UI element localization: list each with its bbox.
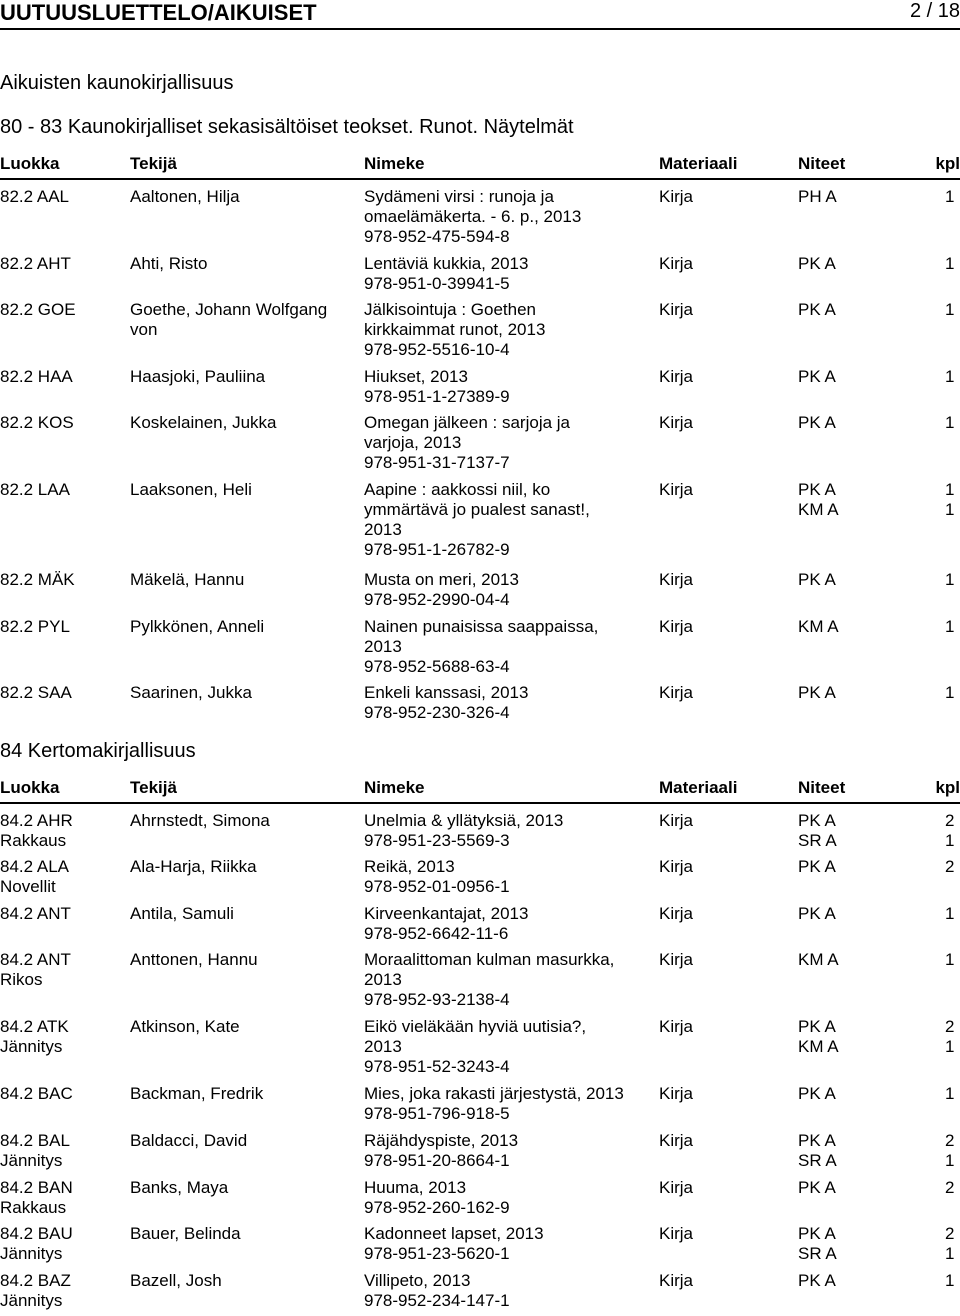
row-classification: [0, 617, 125, 637]
isbn: 978-952-93-2138-4: [364, 990, 510, 1009]
copy-count: 1: [945, 617, 955, 636]
section-title: Aikuisten kaunokirjallisuus: [0, 72, 234, 94]
isbn: 978-952-475-594-8: [364, 227, 510, 246]
row-title: [364, 187, 649, 247]
row-classification: [0, 1131, 125, 1171]
isbn: 978-952-234-147-1: [364, 1291, 510, 1310]
copy-count: 2: [945, 857, 955, 876]
title-line: Jälkisointuja : Goethen: [364, 300, 536, 319]
row-copies-location: [798, 904, 836, 924]
row-copies-count: [945, 1271, 954, 1291]
isbn: 978-952-5516-10-4: [364, 340, 510, 359]
column-header-nimeke: Nimeke: [364, 154, 425, 173]
isbn: 978-952-260-162-9: [364, 1198, 510, 1217]
author-name-line: Anttonen, Hannu: [130, 950, 258, 969]
row-author: [130, 857, 355, 877]
row-author: [130, 950, 355, 970]
column-header-luokka: Luokka: [0, 154, 60, 173]
page-number: 2 / 18: [909, 0, 960, 22]
subsection-title: 84 Kertomakirjallisuus: [0, 740, 196, 762]
copy-count: 2: [945, 1131, 955, 1150]
genre-label: Rakkaus: [0, 1198, 67, 1217]
copy-count: 1: [945, 367, 955, 386]
author-name-line: Antila, Samuli: [130, 904, 234, 923]
copy-location: PK A: [798, 413, 836, 432]
copy-count: 2: [945, 811, 955, 830]
isbn: 978-951-20-8664-1: [364, 1151, 510, 1170]
row-copies-count: [945, 811, 954, 851]
title-line: Enkeli kanssasi, 2013: [364, 683, 529, 702]
classification-code: 84.2 BAN: [0, 1178, 73, 1197]
title-line: Musta on meri, 2013: [364, 570, 519, 589]
row-title: [364, 1224, 649, 1264]
row-author: [130, 1224, 355, 1244]
copy-location: PK A: [798, 570, 836, 589]
row-material: Kirja: [659, 1084, 694, 1103]
title-line: Mies, joka rakasti järjestystä, 2013: [364, 1084, 624, 1103]
row-author: [130, 617, 355, 637]
row-title: [364, 857, 649, 897]
row-author: [130, 187, 355, 207]
classification-code: 82.2 PYL: [0, 617, 70, 636]
row-copies-count: [945, 413, 954, 433]
genre-label: Jännitys: [0, 1291, 63, 1310]
row-classification: [0, 950, 125, 990]
row-classification: [0, 480, 125, 500]
row-copies-location: [798, 857, 836, 877]
row-copies-location: [798, 1178, 836, 1198]
copy-count: 2: [945, 1224, 955, 1243]
copy-count: 1: [945, 1037, 955, 1056]
copy-location: KM A: [798, 950, 839, 969]
row-classification: [0, 811, 125, 851]
title-line: 2013: [364, 520, 402, 539]
copy-count: 1: [945, 500, 955, 519]
copy-count: 2: [945, 1017, 955, 1036]
row-author: [130, 413, 355, 433]
row-classification: [0, 683, 125, 703]
copy-location: KM A: [798, 617, 839, 636]
copy-count: 1: [945, 570, 955, 589]
author-name-line: Atkinson, Kate: [130, 1017, 240, 1036]
title-line: kirkkaimmat runot, 2013: [364, 320, 546, 339]
row-material: Kirja: [659, 857, 694, 876]
row-title: [364, 570, 649, 610]
column-header-niteet: Niteet: [798, 154, 846, 173]
row-copies-count: [945, 1084, 954, 1104]
row-material: Kirja: [659, 1017, 694, 1036]
row-title: [364, 367, 649, 407]
row-classification: [0, 254, 125, 274]
author-name-line: Ahrnstedt, Simona: [130, 811, 270, 830]
row-material: Kirja: [659, 1178, 694, 1197]
row-copies-location: [798, 367, 836, 387]
title-line: Aapine : aakkossi niil, ko: [364, 480, 551, 499]
row-classification: [0, 413, 125, 433]
column-header-niteet: Niteet: [798, 778, 846, 797]
page-header-title: UUTUUSLUETTELO/AIKUISET: [0, 0, 317, 25]
subsection-title: 80 - 83 Kaunokirjalliset sekasisältöiset teokset. Runot. Näytelmät: [0, 116, 574, 138]
row-copies-count: [945, 1178, 954, 1198]
title-line: Nainen punaisissa saappaissa,: [364, 617, 599, 636]
title-line: Räjähdyspiste, 2013: [364, 1131, 519, 1150]
classification-code: 82.2 MÄK: [0, 570, 75, 589]
isbn: 978-951-31-7137-7: [364, 453, 510, 472]
row-classification: [0, 1084, 125, 1104]
row-material: Kirja: [659, 480, 694, 499]
row-material: Kirja: [659, 1131, 694, 1150]
row-classification: [0, 1017, 125, 1057]
row-copies-location: [798, 617, 839, 637]
copy-count: 1: [945, 300, 955, 319]
row-copies-count: [945, 683, 954, 703]
row-copies-count: [945, 254, 954, 274]
row-title: [364, 413, 649, 473]
copy-location: PK A: [798, 1178, 836, 1197]
genre-label: Jännitys: [0, 1244, 63, 1263]
row-copies-count: [945, 904, 954, 924]
row-author: [130, 811, 355, 831]
author-name-line: Ahti, Risto: [130, 254, 208, 273]
row-copies-count: [945, 950, 954, 970]
column-header-nimeke: Nimeke: [364, 778, 425, 797]
classification-code: 82.2 SAA: [0, 683, 72, 702]
isbn: 978-952-5688-63-4: [364, 657, 510, 676]
classification-code: 84.2 AHR: [0, 811, 73, 830]
column-header-row: [0, 154, 960, 176]
row-title: [364, 480, 649, 560]
copy-count: 1: [945, 1271, 955, 1290]
row-author: [130, 254, 355, 274]
isbn: 978-951-796-918-5: [364, 1104, 510, 1123]
copy-location: PK A: [798, 254, 836, 273]
row-material: Kirja: [659, 254, 694, 273]
row-material: Kirja: [659, 904, 694, 923]
column-header-divider: [0, 178, 960, 180]
row-copies-location: [798, 683, 836, 703]
copy-count: 1: [945, 950, 955, 969]
row-copies-location: [798, 254, 836, 274]
row-title: [364, 1178, 649, 1218]
row-copies-location: [798, 1224, 837, 1264]
column-header-luokka: Luokka: [0, 778, 60, 797]
row-author: [130, 904, 355, 924]
classification-code: 84.2 ALA: [0, 857, 70, 876]
copy-location: PK A: [798, 480, 836, 499]
row-material: Kirja: [659, 367, 694, 386]
row-author: [130, 1178, 355, 1198]
classification-code: 82.2 AAL: [0, 187, 70, 206]
copy-location: PK A: [798, 1084, 836, 1103]
copy-location: PK A: [798, 1271, 836, 1290]
copy-location: KM A: [798, 1037, 839, 1056]
isbn: 978-951-1-27389-9: [364, 387, 510, 406]
copy-count: 1: [945, 1084, 955, 1103]
author-name-line: Ala-Harja, Riikka: [130, 857, 257, 876]
copy-location: PK A: [798, 1131, 836, 1150]
row-classification: [0, 904, 125, 924]
title-line: Moraalittoman kulman masurkka,: [364, 950, 615, 969]
row-copies-location: [798, 1084, 836, 1104]
title-line: Kirveenkantajat, 2013: [364, 904, 529, 923]
author-name-line: Bauer, Belinda: [130, 1224, 241, 1243]
copy-location: PK A: [798, 683, 836, 702]
header-divider: [0, 28, 960, 30]
author-name-line: Mäkelä, Hannu: [130, 570, 245, 589]
row-title: [364, 300, 649, 360]
row-classification: [0, 300, 125, 320]
author-name-line: Laaksonen, Heli: [130, 480, 252, 499]
row-material: Kirja: [659, 811, 694, 830]
title-line: Eikö vieläkään hyviä uutisia?,: [364, 1017, 587, 1036]
row-author: [130, 367, 355, 387]
row-copies-location: [798, 480, 839, 520]
classification-code: 82.2 KOS: [0, 413, 74, 432]
row-title: [364, 1084, 649, 1124]
copy-count: 1: [945, 683, 955, 702]
row-copies-count: [945, 570, 954, 590]
column-header-kpl: kpl: [935, 778, 960, 797]
row-author: [130, 570, 355, 590]
title-line: 2013: [364, 1037, 402, 1056]
classification-code: 84.2 BAL: [0, 1131, 70, 1150]
row-copies-location: [798, 811, 837, 851]
row-copies-location: [798, 300, 836, 320]
author-name-line: Goethe, Johann Wolfgang: [130, 300, 328, 319]
row-title: [364, 1271, 649, 1311]
row-material: Kirja: [659, 300, 694, 319]
isbn: 978-951-0-39941-5: [364, 274, 510, 293]
row-classification: [0, 570, 125, 590]
copy-location: SR A: [798, 831, 837, 850]
author-name-line: Banks, Maya: [130, 1178, 229, 1197]
classification-code: 84.2 BAU: [0, 1224, 73, 1243]
classification-code: 82.2 LAA: [0, 480, 70, 499]
row-copies-count: [945, 857, 954, 877]
classification-code: 82.2 GOE: [0, 300, 76, 319]
title-line: 2013: [364, 637, 402, 656]
copy-location: PK A: [798, 857, 836, 876]
isbn: 978-952-6642-11-6: [364, 924, 509, 943]
row-author: [130, 480, 355, 500]
isbn: 978-952-230-326-4: [364, 703, 510, 722]
row-copies-location: [798, 413, 836, 433]
row-copies-location: [798, 1271, 836, 1291]
title-line: varjoja, 2013: [364, 433, 462, 452]
author-name-line: Bazell, Josh: [130, 1271, 222, 1290]
row-material: Kirja: [659, 413, 694, 432]
genre-label: Jännitys: [0, 1037, 63, 1056]
copy-location: PK A: [798, 367, 836, 386]
row-classification: [0, 187, 125, 207]
copy-count: 2: [945, 1178, 955, 1197]
column-header-tekija: Tekijä: [130, 154, 177, 173]
copy-count: 1: [945, 480, 955, 499]
row-copies-count: [945, 480, 954, 520]
copy-location: PK A: [798, 811, 836, 830]
author-name-line: Pylkkönen, Anneli: [130, 617, 265, 636]
copy-location: PK A: [798, 904, 836, 923]
title-line: 2013: [364, 970, 402, 989]
classification-code: 84.2 ANT: [0, 950, 71, 969]
row-author: [130, 1084, 355, 1104]
row-author: [130, 1131, 355, 1151]
title-line: Huuma, 2013: [364, 1178, 467, 1197]
row-title: [364, 683, 649, 723]
row-copies-location: [798, 187, 837, 207]
classification-code: 84.2 ANT: [0, 904, 71, 923]
column-header-materiaali: Materiaali: [659, 154, 738, 173]
column-header-kpl: kpl: [935, 154, 960, 173]
column-header-row: [0, 778, 960, 800]
author-name-line: Koskelainen, Jukka: [130, 413, 277, 432]
author-name-line: Saarinen, Jukka: [130, 683, 252, 702]
row-classification: [0, 1271, 125, 1311]
classification-code: 82.2 HAA: [0, 367, 73, 386]
column-header-materiaali: Materiaali: [659, 778, 738, 797]
row-author: [130, 300, 355, 340]
copy-location: PK A: [798, 1017, 836, 1036]
row-copies-count: [945, 1131, 954, 1171]
isbn: 978-951-52-3243-4: [364, 1057, 510, 1076]
isbn: 978-952-2990-04-4: [364, 590, 510, 609]
column-header-tekija: Tekijä: [130, 778, 177, 797]
row-copies-count: [945, 187, 954, 207]
row-classification: [0, 1178, 125, 1218]
genre-label: Novellit: [0, 877, 56, 896]
row-title: [364, 904, 649, 944]
row-material: Kirja: [659, 1271, 694, 1290]
author-name-line: Baldacci, David: [130, 1131, 248, 1150]
classification-code: 84.2 ATK: [0, 1017, 69, 1036]
row-title: [364, 1131, 649, 1171]
row-title: [364, 1017, 649, 1077]
title-line: Lentäviä kukkia, 2013: [364, 254, 529, 273]
row-copies-count: [945, 1017, 954, 1057]
row-copies-count: [945, 367, 954, 387]
author-name-line: von: [130, 320, 158, 339]
copy-count: 1: [945, 254, 955, 273]
copy-count: 1: [945, 831, 955, 850]
copy-location: KM A: [798, 500, 839, 519]
title-line: Unelmia & yllätyksiä, 2013: [364, 811, 564, 830]
row-classification: [0, 1224, 125, 1264]
row-copies-count: [945, 1224, 954, 1264]
copy-count: 1: [945, 1244, 955, 1263]
row-copies-count: [945, 617, 954, 637]
column-header-divider: [0, 802, 960, 804]
title-line: Kadonneet lapset, 2013: [364, 1224, 544, 1243]
copy-count: 1: [945, 1151, 955, 1170]
row-title: [364, 950, 649, 1010]
row-material: Kirja: [659, 1224, 694, 1243]
genre-label: Rakkaus: [0, 831, 67, 850]
row-copies-location: [798, 1017, 839, 1057]
row-copies-count: [945, 300, 954, 320]
title-line: ymmärtävä jo pualest sanast!,: [364, 500, 590, 519]
row-material: Kirja: [659, 683, 694, 702]
copy-count: 1: [945, 904, 955, 923]
row-title: [364, 254, 649, 294]
row-material: Kirja: [659, 950, 694, 969]
copy-location: PK A: [798, 1224, 836, 1243]
title-line: Omegan jälkeen : sarjoja ja: [364, 413, 571, 432]
genre-label: Rikos: [0, 970, 43, 989]
author-name-line: Haasjoki, Pauliina: [130, 367, 266, 386]
genre-label: Jännitys: [0, 1151, 63, 1170]
title-line: omaelämäkerta. - 6. p., 2013: [364, 207, 582, 226]
classification-code: 84.2 BAZ: [0, 1271, 71, 1290]
row-copies-location: [798, 570, 836, 590]
copy-location: PH A: [798, 187, 837, 206]
row-material: Kirja: [659, 187, 694, 206]
copy-location: SR A: [798, 1244, 837, 1263]
copy-location: SR A: [798, 1151, 837, 1170]
row-copies-location: [798, 1131, 837, 1171]
isbn: 978-952-01-0956-1: [364, 877, 510, 896]
row-author: [130, 683, 355, 703]
copy-count: 1: [945, 413, 955, 432]
row-title: [364, 811, 649, 851]
copy-location: PK A: [798, 300, 836, 319]
classification-code: 82.2 AHT: [0, 254, 71, 273]
isbn: 978-951-23-5620-1: [364, 1244, 510, 1263]
row-copies-location: [798, 950, 839, 970]
title-line: Hiukset, 2013: [364, 367, 468, 386]
author-name-line: Aaltonen, Hilja: [130, 187, 240, 206]
row-title: [364, 617, 649, 677]
row-author: [130, 1271, 355, 1291]
row-classification: [0, 367, 125, 387]
isbn: 978-951-1-26782-9: [364, 540, 510, 559]
copy-count: 1: [945, 187, 955, 206]
title-line: Sydämeni virsi : runoja ja: [364, 187, 554, 206]
row-author: [130, 1017, 355, 1037]
classification-code: 84.2 BAC: [0, 1084, 73, 1103]
title-line: Reikä, 2013: [364, 857, 455, 876]
row-material: Kirja: [659, 617, 694, 636]
isbn: 978-951-23-5569-3: [364, 831, 510, 850]
title-line: Villipeto, 2013: [364, 1271, 471, 1290]
author-name-line: Backman, Fredrik: [130, 1084, 264, 1103]
row-classification: [0, 857, 125, 897]
row-material: Kirja: [659, 570, 694, 589]
